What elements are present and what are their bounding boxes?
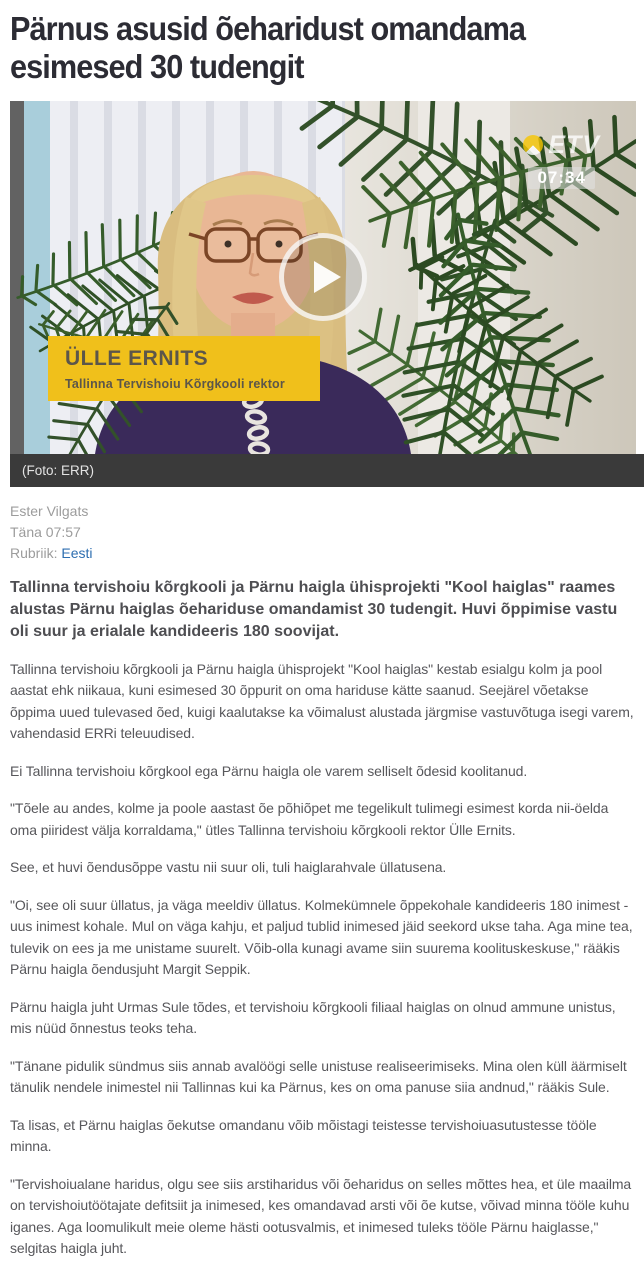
article-paragraph: "Tänane pidulik sündmus siis annab avalöögi selle unistuse realiseerimiseks. Mina olen küll äärmiselt tänulik nendele inimestel nii Tallinnas kui ka Pärnus, kes on oma panuse siia andnud," rääkis Sule.: [10, 1057, 627, 1096]
article-paragraph: "Tõele au andes, kolme ja poole aastast õe põhiõpet me tegelikult tulimegi esimest korda nii-öelda oma piiridest välja korraldama," ütles Tallinna tervishoiu kõrgkooli rektor Ülle Ernits.: [10, 800, 609, 838]
media-block: [10, 101, 636, 487]
etv-logo-text: ETV: [548, 130, 600, 159]
article-paragraph: "Tervishoiualane haridus, olgu see siis arstiharidus või õeharidus on selles mõttes hea, et üle maailma on tervishoiutöötajate defitsiit ja inimesed, kes omandavad arsti või õe kutse, võivad minna tööle kuhu iganes. Aga loomulikult meie oleme hästi ootusvalmis, et inimesed tuleks tööle Pärnu haiglasse," selgitas haigla juht.: [10, 1175, 632, 1257]
article-paragraph: Tallinna tervishoiu kõrgkooli ja Pärnu haigla ühisprojekt "Kool haiglas" kestab esialgu kolm ja pool aastat ehk niikaua, kuni esimesed 30 õppurit on oma hariduse kätte saanud. Seejärel võetakse õppima uued tulevased õed, kuigi kaalutakse ka võimalust alustada järgmise vastuvõtuga isegi varem, vahendasid ERRi teleuudised.: [10, 660, 634, 742]
rubric-label: Rubriik:: [10, 544, 58, 561]
play-button[interactable]: [279, 233, 367, 321]
play-icon: [314, 261, 341, 293]
article-paragraph: Pärnu haigla juht Urmas Sule tõdes, et tervishoiu kõrgkooli filiaal haiglas on olnud ammune unistus, mis nüüd õnnestus teoks teha.: [10, 998, 616, 1037]
page-title: Pärnus asusid õeharidust omandama esimesed 30 tudengit: [10, 10, 526, 86]
article-lead: Tallinna tervishoiu kõrgkooli ja Pärnu haigla ühisprojekti "Kool haiglas" raames alustas Pärnu haiglas õehariduse omandamist 30 tudengit. Huvi õppimise vastu oli suur ja erialale kandideeris 180 soovijat.: [10, 578, 618, 640]
speaker-name: ÜLLE ERNITS: [65, 346, 209, 370]
rubric-row: [10, 543, 636, 564]
article-paragraph: "Oi, see oli suur üllatus, ja väga meeldiv üllatus. Kolmekümnele õppekohale kandideeris 180 inimest - uus inimest kohale. Mul on väga kahju, et paljud tublid inimesed jäid seekord ukse taha. Aga mine tea, tulevik on ees ja me unistame suurelt. Võib-olla kunagi avame siin suurema koolituskeskuse," rääkis Pärnu haigla õendusjuht Margit Seppik.: [10, 896, 633, 978]
article-paragraph: Ei Tallinna tervishoiu kõrgkool ega Pärnu haigla ole varem selliselt õdesid koolitanud.: [10, 762, 528, 779]
speaker-title: Tallinna Tervishoiu Kõrgkooli rektor: [65, 376, 285, 391]
video-player[interactable]: [10, 101, 636, 454]
publish-time: Täna 07:57: [10, 523, 81, 540]
photo-credit: (Foto: ERR): [10, 454, 644, 487]
broadcast-time: 07:34: [528, 167, 594, 189]
byline: [10, 501, 636, 564]
etv-logo-icon: [523, 135, 543, 155]
article-paragraph: Ta lisas, et Pärnu haiglas õekutse omandanu võib mõistagi teistesse tervishoiuasutustesse tööle minna.: [10, 1116, 597, 1155]
article-paragraph: See, et huvi õendusõppe vastu nii suur oli, tuli haiglarahvale üllatusena.: [10, 859, 447, 876]
channel-bug: [523, 131, 600, 189]
author-name: Ester Vilgats: [10, 502, 89, 519]
rubric-link[interactable]: Eesti: [61, 544, 93, 561]
lower-third: [48, 336, 320, 401]
article-body: [10, 659, 636, 1260]
